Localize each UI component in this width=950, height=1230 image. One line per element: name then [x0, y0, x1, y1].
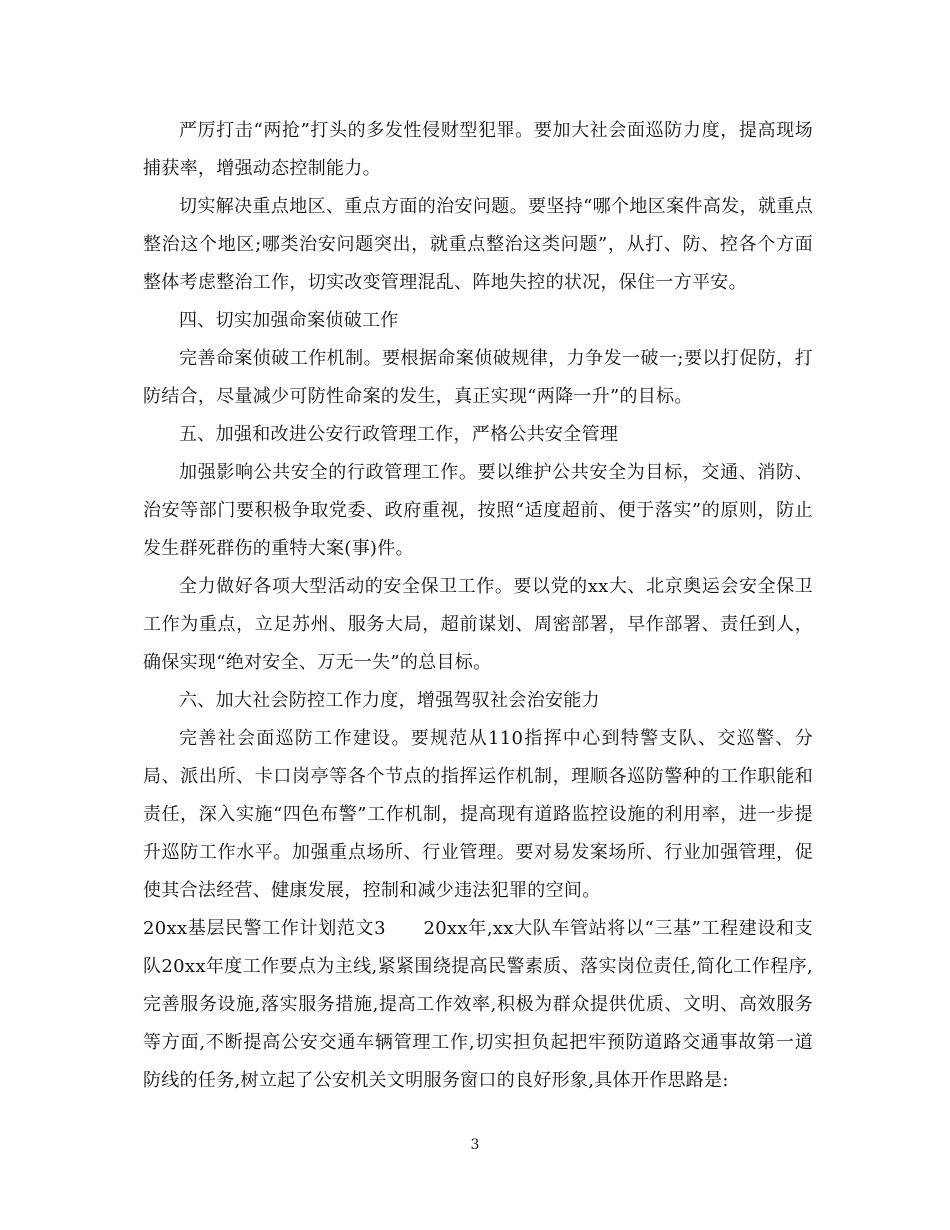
- section-heading: 五、加强和改进公安行政管理工作，严格公共安全管理: [179, 424, 619, 445]
- section-heading: 六、加大社会防控工作力度，增强驾驭社会治安能力: [179, 690, 600, 711]
- paragraph: 切实解决重点地区、重点方面的治安问题。要坚持“哪个地区案件高发，就重点整治这个地区;哪类治安问题突出，就重点整治这类问题”，从打、防、控各个方面整体考虑整治工作，切实改变管理混乱、阵地失控的状况，保住一方平安。: [143, 196, 813, 293]
- document-body: [143, 112, 813, 1100]
- section-heading: 四、切实加强命案侦破工作: [179, 310, 399, 331]
- paragraph: 全力做好各项大型活动的安全保卫工作。要以党的xx大、北京奥运会安全保卫工作为重点，立足苏州、服务大局，超前谋划、周密部署，早作部署、责任到人，确保实现“绝对安全、万无一失”的总目标。: [143, 576, 813, 673]
- paragraph: 完善命案侦破工作机制。要根据命案侦破规律，力争发一破一;要以打促防，打防结合，尽量减少可防性命案的发生，真正实现“两降一升”的目标。: [143, 348, 813, 407]
- paragraph: 完善社会面巡防工作建设。要规范从110指挥中心到特警支队、交巡警、分局、派出所、卡口岗亭等各个节点的指挥运作机制，理顺各巡防警种的工作职能和责任，深入实施“四色布警”工作机制，提高现有道路监控设施的利用率，进一步提升巡防工作水平。加强重点场所、行业管理。要对易发案场所、行业加强管理，促使其合法经营、健康发展，控制和减少违法犯罪的空间。: [143, 728, 813, 901]
- paragraph: 20xx基层民警工作计划范文3 20xx年,xx大队车管站将以“三基”工程建设和支队20xx年度工作要点为主线,紧紧围绕提高民警素质、落实岗位责任,简化工作程序,完善服务设施,落实服务措施,提高工作效率,积极为群众提供优质、文明、高效服务等方面,不断提高公安交通车辆管理工作,切实担负起把牢预防道路交通事故第一道防线的任务,树立起了公安机关文明服务窗口的良好形象,具体开作思路是:: [143, 918, 813, 1091]
- paragraph: 加强影响公共安全的行政管理工作。要以维护公共安全为目标，交通、消防、治安等部门要积极争取党委、政府重视，按照“适度超前、便于落实”的原则，防止发生群死群伤的重特大案(事)件。: [143, 462, 813, 559]
- page-number: 3: [470, 1137, 480, 1153]
- paragraph: 严厉打击“两抢”打头的多发性侵财型犯罪。要加大社会面巡防力度，提高现场捕获率，增强动态控制能力。: [143, 120, 813, 179]
